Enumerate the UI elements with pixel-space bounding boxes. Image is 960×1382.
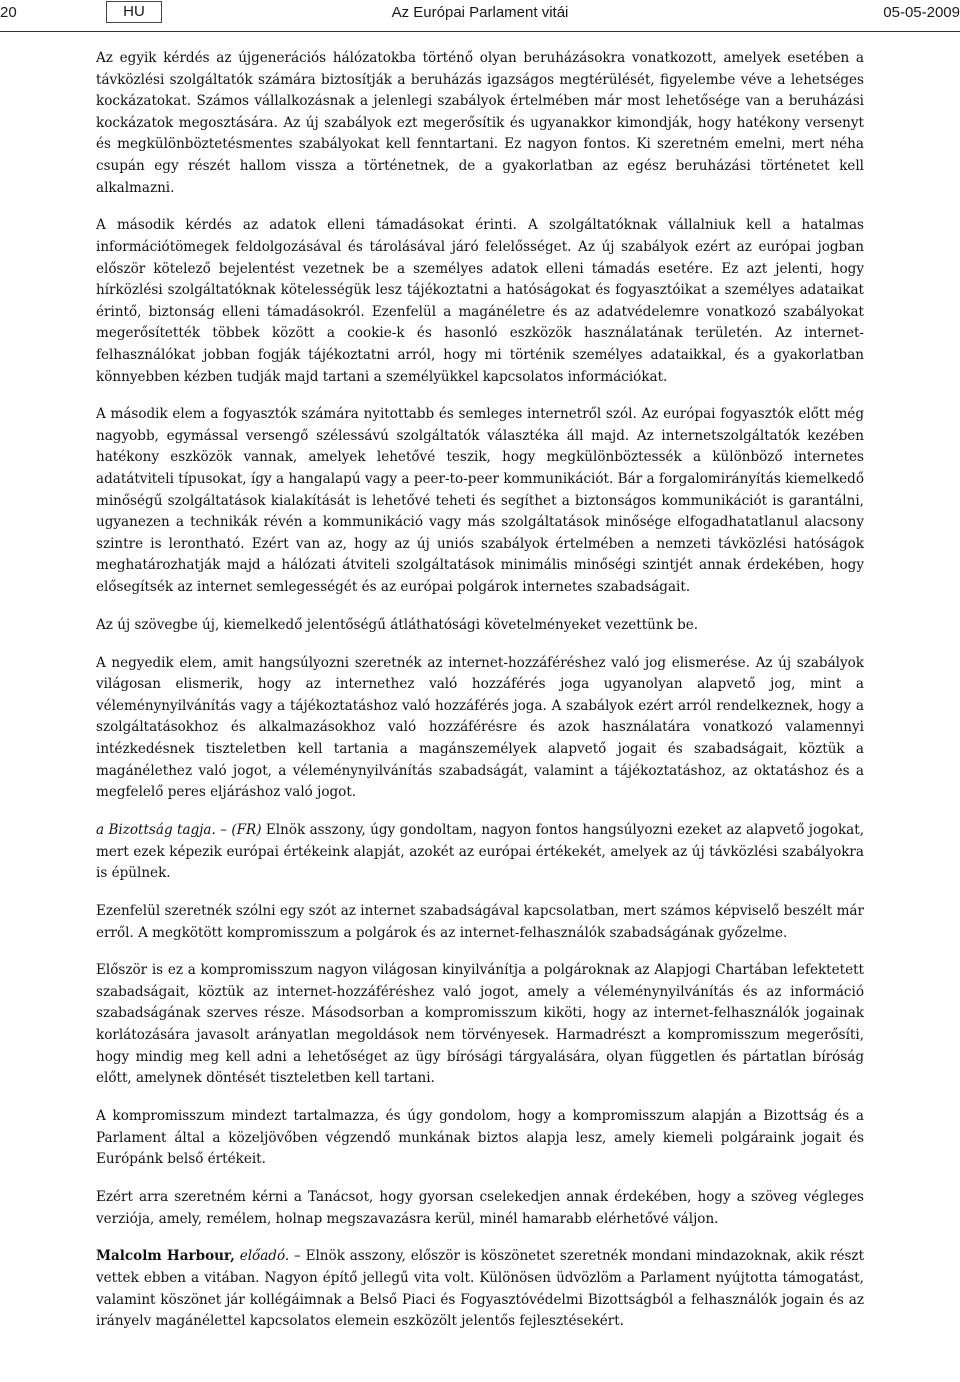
- rapporteur-statement: [96, 1246, 864, 1332]
- statement-text: Elnök asszony, úgy gondoltam, nagyon fontos hangsúlyozni ezeket az alapvető jogokat, mert ezek képezik európai értékeink alapját, azokét az európai értékekét, amelyek az új távközlési szabályokra is épülnek.: [96, 821, 864, 882]
- header-divider: [0, 31, 960, 32]
- commission-statement: a Bizottság tagja. – (FR) Elnök asszony, úgy gondoltam, nagyon fontos hangsúlyozni ezeket az alapvető jogokat, mert ezek képezik európai értékeink alapját, azokét az európai értékekét, amelyek az új távközlési szabályokra is épülnek.: [96, 821, 864, 882]
- page-number: 20: [0, 4, 17, 21]
- page-header: [0, 0, 960, 26]
- speaker-role: előadó.: [239, 1248, 290, 1265]
- speaker-role: a Bizottság tagja.: [96, 821, 216, 838]
- running-title: Az Európai Parlament vitái: [391, 4, 569, 21]
- paragraph: A negyedik elem, amit hangsúlyozni szeretnék az internet-hozzáféréshez való jog elismerése. Az új szabályok világosan elismerik, hogy az internethez való hozzáférés joga ugyanolyan alapvető jog, mint a véleménynyilvánítás vagy a tájékoztatáshoz való hozzáférés joga. A szabályok ezért arról rendelkeznek, hogy a szolgáltatásokhoz és alkalmazásokhoz való hozzáférésre és azok használatára vonatkozó valamennyi intézkedésnek tiszteletben kell tartania a magánszemélyek alapvető jogait és szabadságait, köztük a magánélethez való jogot, a véleménynyilvánítás szabadságát, valamint a tájékoztatáshoz, az oktatáshoz és a megfelelő peres eljáráshoz való jogot.: [96, 654, 864, 801]
- paragraph: Az új szövegbe új, kiemelkedő jelentőségű átláthatósági követelményeket vezettünk be.: [96, 616, 699, 633]
- paragraph: Ezenfelül szeretnék szólni egy szót az internet szabadságával kapcsolatban, mert számos képviselő beszélt már erről. A megkötött kompromisszum a polgárok és az internet-felhasználók szabadságának győzelme.: [96, 902, 864, 941]
- header-date: 05-05-2009: [883, 4, 960, 21]
- statement-text: – Elnök asszony, először is köszönetet szeretnék mondani mindazoknak, akik részt vettek ebben a vitában. Nagyon építő jellegű vita volt. Különösen üdvözlöm a Parlament nyújtotta támogatást, valamint köszönet jár kollégáimnak a Belső Piaci és Fogyasztóvédelmi Bizottságból a felhasználók jogain és az irányelv magánélettel kapcsolatos elemein eszközölt jelentős fejlesztésekért.: [96, 1248, 865, 1330]
- paragraph: Először is ez a kompromisszum nagyon világosan kinyilvánítja a polgároknak az Alapjogi Chartában lefektetett szabadságait, köztük az internet-hozzáféréshez való jogot, amely a véleménynyilvánítás és az információ szabadságának szerves része. Másodsorban a kompromisszum kiköti, hogy az internet-felhasználók jogainak korlátozására javasolt arányatlan megoldások nem törvényesek. Harmadrészt a kompromisszum megerősíti, hogy mindig meg kell adni a lehetőséget az ügy bírósági tárgyalására, olyan független és pártatlan bíróság előtt, amelynek döntését tiszteletben kell tartani.: [96, 962, 864, 1087]
- paragraph: A kompromisszum mindezt tartalmazza, és úgy gondolom, hogy a kompromisszum alapján a Bizottság és a Parlament által a közeljövőben végzendő munkának biztos alapja lesz, amely kiemeli polgáraink jogait és Európánk belső értékeit.: [96, 1108, 864, 1168]
- paragraph: Ezért arra szeretném kérni a Tanácsot, hogy gyorsan cselekedjen annak érdekében, hogy a szöveg végleges verziója, amely, remélem, holnap megszavazásra kerül, minél hamarabb elérhetővé váljon.: [96, 1189, 864, 1227]
- document-body: [96, 48, 864, 1333]
- paragraph: A második elem a fogyasztók számára nyitottabb és semleges internetről szól. Az európai fogyasztók előtt még nagyobb, egymással versengő szélessávú szolgáltatók választéka áll majd. Az internetszolgáltatók kezében hatékony eszközök vannak, amelyek lehetővé teszik, hogy megkülönböztessék a különböző internetes adatátviteli típusokat, így a hangalapú vagy a peer-to-peer kommunikációt. Bár a forgalomirányítás kiemelkedő minőségű szolgáltatások kialakítását is lehetővé teheti és segíthet a biztonságos kommunikációt is garantálni, ugyanezen a technikák révén a kommunikáció vagy más szolgáltatások minősége elfogadhatatlanul alacsony szintre is leronthatό. Ezért van az, hogy az új uniós szabályok értelmében a nemzeti távközlési hatóságok meghatározhatják majd a hálózati átviteli szolgáltatások minimális minőségi szintjét annak érdekében, hogy elősegítsék az internet semlegességét és az európai polgárok internetes szabadságait.: [96, 406, 864, 596]
- paragraph: A második kérdés az adatok elleni támadásokat érinti. A szolgáltatóknak vállalniuk kell a hatalmas információtömegek feldolgozásával és tárolásával járó felelősséget. Az új szabályok ezért az európai jogban először kötelező bejelentést vezetnek be a személyes adatok elleni támadás esetére. Ez azt jelenti, hogy hírközlési szolgáltatóknak kötelességük lesz tájékoztatni a hatóságokat és fogyasztóikat a személyes adataikat érintő, biztonság elleni támadásokról. Ezenfelül a magánéletre és az adatvédelemre vonatkozó szabályokat megerősítették többek között a cookie-k és hasonló eszközök használatának területén. Az internet-felhasználókat jobban fogják tájékoztatni arról, hogy mi történik személyes adataikkal, és a gyakorlatban könnyebben kézben tudják majd tartani a személyükkel kapcsolatos információkat.: [96, 217, 864, 385]
- speaker-name: Malcolm Harbour,: [96, 1248, 235, 1265]
- language-badge: HU: [106, 1, 162, 23]
- language-tag: (FR): [231, 821, 262, 838]
- paragraph: Az egyik kérdés az újgenerációs hálózatokba történő olyan beruházásokra vonatkozott, amelyek esetében a távközlési szolgáltatók számára biztosítják a beruházás igazságos megtérülését, figyelembe véve a lehetséges kockázatokat. Számos vállalkozásnak a jelenlegi szabályok értelmében már most lehetősége van a beruházási kockázatok megosztására. Az új szabályok ezt megerősítik és ugyanakkor kimondják, hogy hatékony versenyt és megkülönböztetésmentes szabályokat kell fenntartani. Ez nagyon fontos. Ki szeretném emelni, mert néha csupán egy részét hallom vissza a történetnek, de a gyakorlatban az egész beruházási történetet kell alkalmazni.: [96, 50, 864, 196]
